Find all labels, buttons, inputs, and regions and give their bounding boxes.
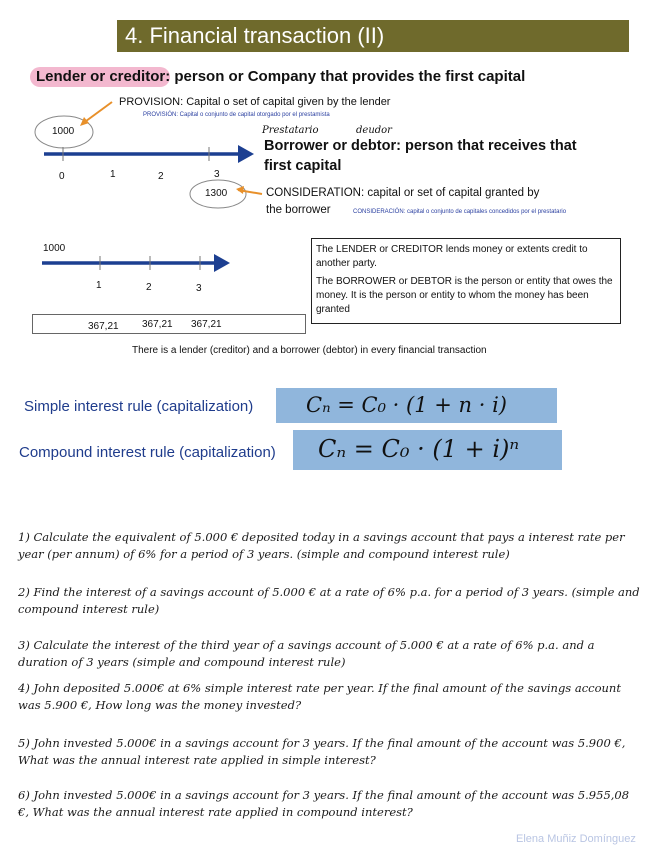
exercise-4: 4) John deposited 5.000€ at 6% simple interest rate per year. If the final amount of the savings account was 5.900 €, How long was the money invested? bbox=[18, 681, 621, 712]
timeline-1-label-2: 2 bbox=[158, 171, 164, 182]
provision-amount: 1000 bbox=[52, 126, 75, 137]
borrower-handwritten-spanish-1: Prestatario bbox=[262, 125, 319, 136]
exercise-3: 3) Calculate the interest of the third year of a savings account of 5.000 € at a rate of 6% p.a. and a duration of 3 years (simple and compound interest rule) bbox=[18, 638, 595, 669]
compound-interest-formula: Cₙ = C₀ · (1 + i)ⁿ bbox=[318, 435, 520, 463]
consideration-arrowhead bbox=[236, 186, 244, 194]
payment-2: 367,21 bbox=[142, 319, 173, 330]
compound-interest-label: Compound interest rule (capitalization) bbox=[19, 444, 276, 461]
simple-interest-formula: Cₙ = C₀ · (1 + n · i) bbox=[306, 393, 507, 417]
consideration-line2: the borrower bbox=[266, 204, 331, 216]
infobox-borrower-text: The BORROWER or DEBTOR is the person or entity that owes the money. It is the person or entity to whom the money has been granted bbox=[316, 276, 613, 315]
exercise-1: 1) Calculate the equivalent of 5.000 € deposited today in a savings account that pays a interest rate per year (per annum) of 6% for a period of 3 years. (simple and compound interest rule) bbox=[18, 530, 625, 561]
timeline-1-arrowhead bbox=[238, 145, 254, 163]
timeline-2-arrowhead bbox=[214, 254, 230, 272]
timeline-1-label-3: 3 bbox=[214, 169, 220, 180]
provision-label: PROVISION: Capital o set of capital given by the lender bbox=[119, 96, 391, 108]
infobox-lender-text: The LENDER or CREDITOR lends money or extents credit to another party. bbox=[316, 244, 588, 269]
exercise-5: 5) John invested 5.000€ in a savings account for 3 years. If the final amount of the account was 5.900 €, What was the annual interest rate applied in simple interest? bbox=[18, 736, 626, 767]
summary-text: There is a lender (creditor) and a borrower (debtor) in every financial transaction bbox=[132, 345, 487, 356]
author-watermark: Elena Muñiz Domínguez bbox=[516, 833, 636, 845]
page-title: 4. Financial transaction (II) bbox=[125, 23, 385, 48]
timeline-2-label-3: 3 bbox=[196, 283, 202, 294]
simple-interest-label: Simple interest rule (capitalization) bbox=[24, 398, 254, 415]
payment-3: 367,21 bbox=[191, 319, 222, 330]
timeline-2-label-2: 2 bbox=[146, 282, 152, 293]
payment-1: 367,21 bbox=[88, 321, 119, 332]
consideration-line1: CONSIDERATION: capital or set of capital granted by bbox=[266, 187, 540, 199]
borrower-handwritten-spanish-2: deudor bbox=[356, 125, 392, 136]
exercise-6: 6) John invested 5.000€ in a savings account for 3 years. If the final amount of the account was 5.955,08 €, What was the annual interest rate applied in compound interest? bbox=[18, 788, 630, 819]
borrower-definition-line1: Borrower or debtor: person that receives that bbox=[264, 138, 577, 154]
timeline-2-amount: 1000 bbox=[43, 243, 66, 254]
provision-spanish: PROVISIÓN: Capital o conjunto de capital otorgado por el prestamista bbox=[143, 112, 330, 118]
timeline-1-label-0: 0 bbox=[59, 171, 65, 182]
exercise-2: 2) Find the interest of a savings account of 5.000 € at a rate of 6% p.a. for a period of 3 years. (simple and compound interest rule) bbox=[18, 585, 640, 616]
consideration-spanish: CONSIDERACIÓN: capital o conjunto de capitales concedidos por el prestatario bbox=[353, 209, 567, 215]
timeline-1-label-1: 1 bbox=[110, 169, 116, 180]
lender-term: Lender or creditor: bbox=[36, 68, 171, 85]
provision-arrowhead bbox=[80, 117, 89, 126]
borrower-definition-line2: first capital bbox=[264, 158, 342, 174]
lender-definition-text: person or Company that provides the first capital bbox=[170, 68, 526, 85]
definition-info-box bbox=[311, 238, 621, 324]
consideration-amount: 1300 bbox=[205, 188, 228, 199]
timeline-2-label-1: 1 bbox=[96, 280, 102, 291]
